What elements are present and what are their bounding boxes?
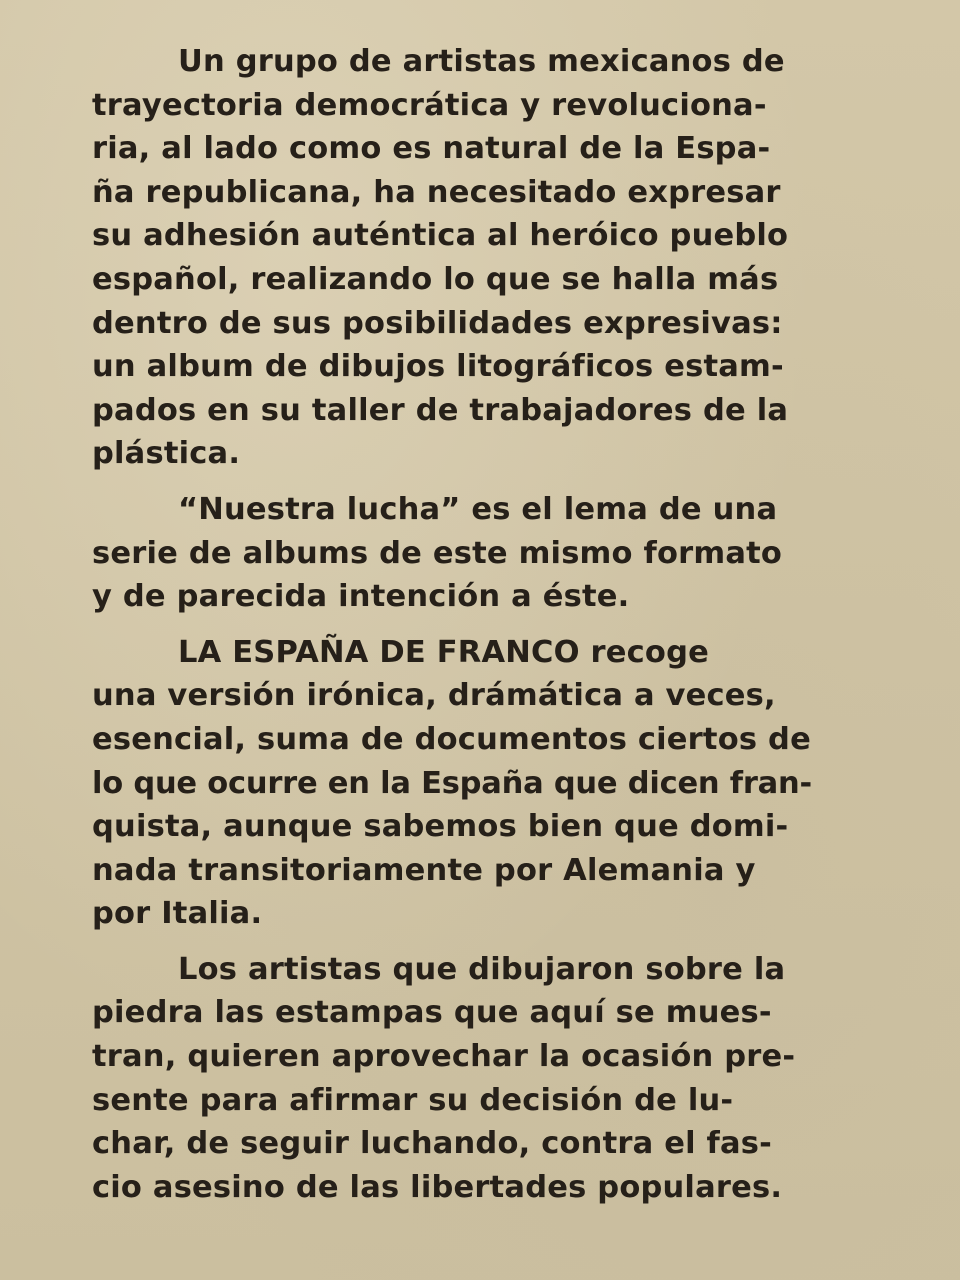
text-line: esencial, suma de documentos ciertos de bbox=[92, 721, 811, 757]
paragraph-1 bbox=[92, 40, 812, 476]
text-line: “Nuestra lucha” es el lema de una bbox=[178, 491, 778, 527]
text-line: Un grupo de artistas mexicanos de bbox=[178, 44, 785, 79]
text-line: piedra las estampas que aquí se mues- bbox=[92, 995, 772, 1031]
text-line: tran, quieren aprovechar la ocasión pre- bbox=[92, 1039, 796, 1075]
text-line: su adhesión auténtica al heróico pueblo bbox=[92, 218, 789, 254]
paragraph-2 bbox=[92, 488, 812, 619]
text-line: LA ESPAÑA DE FRANCO recoge bbox=[178, 634, 709, 670]
text-line: ña republicana, ha necesitado expresar bbox=[92, 174, 781, 210]
text-line: ria, al lado como es natural de la Espa- bbox=[92, 131, 771, 167]
text-line: una versión irónica, drámática a veces, bbox=[92, 678, 776, 714]
text-line: trayectoria democrática y revoluciona- bbox=[92, 87, 767, 123]
paragraph-4 bbox=[92, 948, 812, 1210]
text-line: quista, aunque sabemos bien que domi- bbox=[92, 809, 789, 845]
text-line: plástica. bbox=[92, 436, 241, 472]
text-line: por Italia. bbox=[92, 896, 263, 932]
text-line: serie de albums de este mismo formato bbox=[92, 535, 783, 571]
text-line: sente para afirmar su decisión de lu- bbox=[92, 1082, 734, 1118]
paragraph-3 bbox=[92, 631, 812, 936]
text-line: nada transitoriamente por Alemania y bbox=[92, 852, 756, 888]
text-line: lo que ocurre en la España que dicen fran- bbox=[92, 765, 812, 801]
text-line: cio asesino de las libertades populares. bbox=[92, 1169, 783, 1205]
text-line: Los artistas que dibujaron sobre la bbox=[178, 951, 786, 987]
text-line: y de parecida intención a éste. bbox=[92, 579, 630, 615]
document-page bbox=[92, 40, 812, 1221]
text-line: pados en su taller de trabajadores de la bbox=[92, 392, 789, 428]
text-line: char, de seguir luchando, contra el fas- bbox=[92, 1126, 773, 1162]
text-line: un album de dibujos litográficos estam- bbox=[92, 349, 784, 385]
text-line: español, realizando lo que se halla más bbox=[92, 261, 779, 297]
text-line: dentro de sus posibilidades expresivas: bbox=[92, 305, 783, 341]
